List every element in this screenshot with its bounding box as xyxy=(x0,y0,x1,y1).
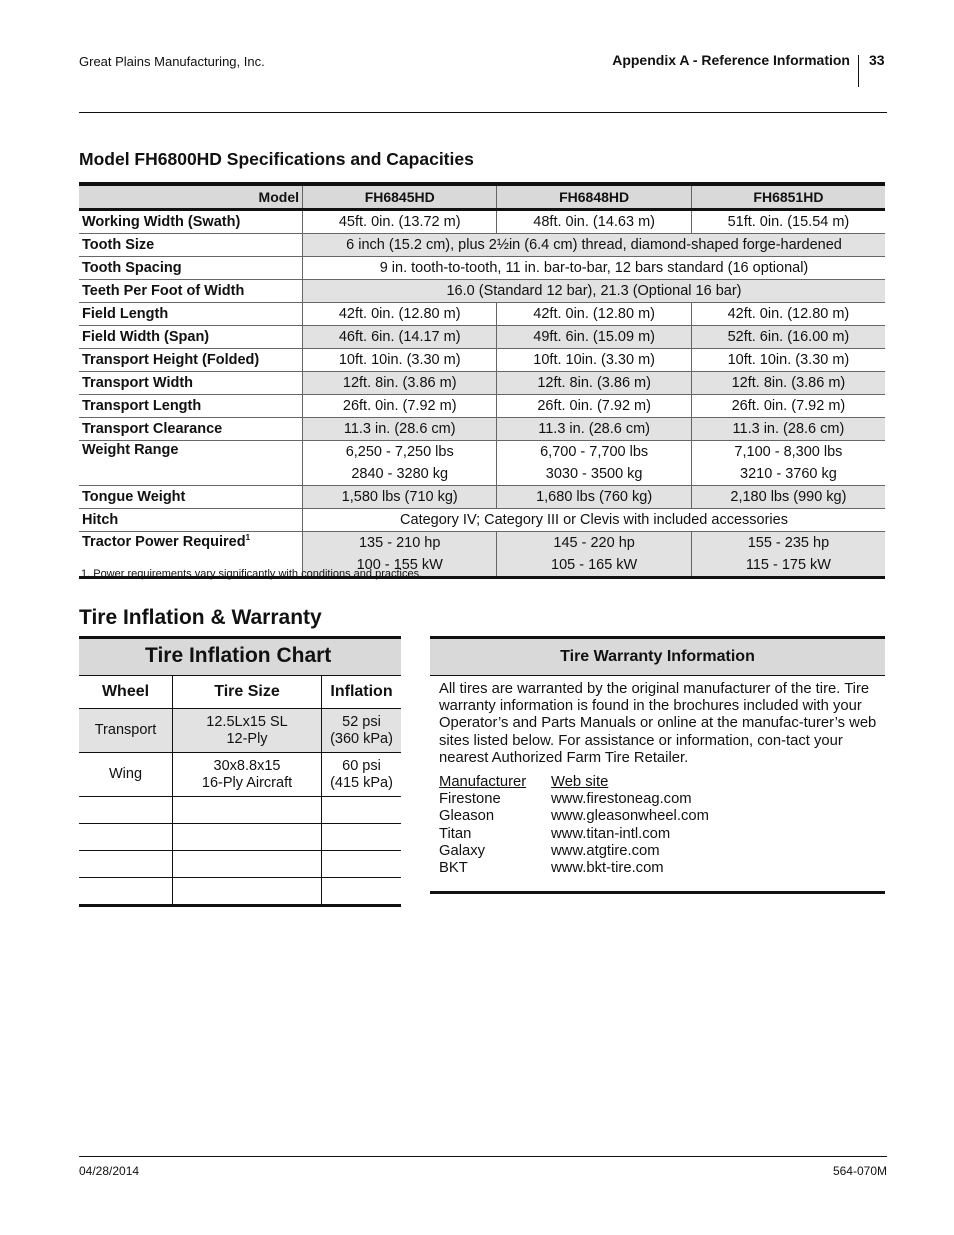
weight-lbs: 6,700 - 7,700 lbs xyxy=(540,444,649,460)
row-label: Tooth Spacing xyxy=(79,257,303,280)
footer-date: 04/28/2014 xyxy=(79,1164,140,1178)
cell: 10ft. 10in. (3.30 m) xyxy=(303,349,497,372)
manufacturer-site[interactable]: www.bkt-tire.com xyxy=(551,860,664,877)
table-row xyxy=(79,753,401,797)
tractor-power-label: Tractor Power Required xyxy=(82,533,246,550)
table-row xyxy=(79,280,885,303)
manufacturer-site[interactable]: www.titan-intl.com xyxy=(551,825,671,842)
cell: 51ft. 0in. (15.54 m) xyxy=(691,210,885,234)
cell: 12ft. 8in. (3.86 m) xyxy=(303,372,497,395)
cell: 49ft. 6in. (15.09 m) xyxy=(497,326,691,349)
manufacturer-name: BKT xyxy=(439,860,468,877)
section-title: Tire Inflation & Warranty xyxy=(79,606,322,629)
power-kw: 100 - 155 kW xyxy=(356,557,443,573)
cell: 1,680 lbs (760 kg) xyxy=(497,486,691,509)
manufacturer-list xyxy=(439,774,885,877)
list-item xyxy=(439,843,885,860)
inflation-psi: 52 psi xyxy=(342,713,381,730)
empty-cell xyxy=(322,878,402,905)
model-fh6845hd: FH6845HD xyxy=(303,184,497,210)
table-row xyxy=(79,709,401,753)
table-row xyxy=(79,878,401,905)
cell: 11.3 in. (28.6 cm) xyxy=(691,418,885,441)
cell: 1,580 lbs (710 kg) xyxy=(303,486,497,509)
row-label: Transport Height (Folded) xyxy=(79,349,303,372)
empty-cell xyxy=(173,878,322,905)
row-label: Weight Range xyxy=(79,441,303,486)
model-header: Model xyxy=(79,184,303,210)
row-label: Tongue Weight xyxy=(79,486,303,509)
inflation-cell xyxy=(322,709,402,753)
cell: 42ft. 0in. (12.80 m) xyxy=(303,303,497,326)
table-row xyxy=(79,326,885,349)
wheel-cell: Wing xyxy=(79,753,173,797)
header-divider xyxy=(858,55,859,87)
power-hp: 155 - 235 hp xyxy=(747,535,830,551)
row-label: Tooth Size xyxy=(79,234,303,257)
weight-lbs: 7,100 - 8,300 lbs xyxy=(734,444,843,460)
cell xyxy=(691,441,885,486)
row-label: Field Width (Span) xyxy=(79,326,303,349)
cell: 10ft. 10in. (3.30 m) xyxy=(497,349,691,372)
footer-doc-number: 564-070M xyxy=(832,1164,887,1178)
inflation-kpa: (360 kPa) xyxy=(330,730,393,747)
footer-rule xyxy=(79,1156,887,1157)
cell: 26ft. 0in. (7.92 m) xyxy=(691,395,885,418)
empty-cell xyxy=(79,878,173,905)
cell: 2,180 lbs (990 kg) xyxy=(691,486,885,509)
row-label: Field Length xyxy=(79,303,303,326)
header-company: Great Plains Manufacturing, Inc. xyxy=(79,54,265,69)
weight-lbs: 6,250 - 7,250 lbs xyxy=(345,444,454,460)
table-row xyxy=(79,257,885,280)
table-row xyxy=(79,824,401,851)
tire-size-cell xyxy=(173,753,322,797)
empty-cell xyxy=(79,851,173,878)
manufacturer-site[interactable]: www.atgtire.com xyxy=(551,842,660,859)
manufacturer-header: Manufacturer xyxy=(439,774,527,791)
empty-cell xyxy=(322,797,402,824)
table-row xyxy=(79,234,885,257)
cell: 12ft. 8in. (3.86 m) xyxy=(497,372,691,395)
empty-cell xyxy=(322,824,402,851)
cell: 10ft. 10in. (3.30 m) xyxy=(691,349,885,372)
inflation-psi: 60 psi xyxy=(342,757,381,774)
cell: Category IV; Category III or Clevis with included accessories xyxy=(303,509,886,532)
tire-size-line1: 30x8.8x15 xyxy=(213,757,281,774)
tire-size-line2: 12-Ply xyxy=(226,730,268,747)
manufacturer-name: Titan xyxy=(439,825,472,842)
tire-inflation-table xyxy=(79,676,401,904)
header-section: Appendix A - Reference Information xyxy=(612,52,850,68)
tire-size-line2: 16-Ply Aircraft xyxy=(201,774,293,791)
table-row xyxy=(79,797,401,824)
empty-cell xyxy=(79,797,173,824)
list-item xyxy=(439,791,885,808)
tire-warranty-title: Tire Warranty Information xyxy=(430,639,885,676)
manufacturer-name: Firestone xyxy=(439,791,501,808)
tire-warranty-paragraph: All tires are warranted by the original manufacturer of the tire. Tire warranty information is found in the brochures included with your Operator’s and Parts Manuals or online at the manufac-turer’s web sites listed below. For assistance or information, con-tact your nearest Authorized Farm Tire Retailer. xyxy=(439,681,877,766)
row-label: Hitch xyxy=(79,509,303,532)
col-wheel: Wheel xyxy=(79,676,173,709)
row-label: Transport Width xyxy=(79,372,303,395)
table-row xyxy=(79,210,885,234)
list-header xyxy=(439,774,885,791)
cell: 42ft. 0in. (12.80 m) xyxy=(497,303,691,326)
cell: 6 inch (15.2 cm), plus 2½in (6.4 cm) thread, diamond-shaped forge-hardened xyxy=(303,234,886,257)
manufacturer-site[interactable]: www.gleasonwheel.com xyxy=(551,808,709,825)
cell: 16.0 (Standard 12 bar), 21.3 (Optional 16 bar) xyxy=(303,280,886,303)
header-rule xyxy=(79,112,887,113)
list-item xyxy=(439,860,885,877)
footnote-marker: 1 xyxy=(245,533,251,542)
table-row xyxy=(79,395,885,418)
cell: 26ft. 0in. (7.92 m) xyxy=(497,395,691,418)
list-item xyxy=(439,826,885,843)
wheel-cell: Transport xyxy=(79,709,173,753)
table-row xyxy=(79,418,885,441)
empty-cell xyxy=(173,851,322,878)
table-row xyxy=(79,851,401,878)
cell: 42ft. 0in. (12.80 m) xyxy=(691,303,885,326)
website-header: Web site xyxy=(551,774,609,791)
empty-cell xyxy=(322,851,402,878)
row-label: Transport Clearance xyxy=(79,418,303,441)
cell xyxy=(691,532,885,578)
empty-cell xyxy=(173,797,322,824)
list-item xyxy=(439,808,885,825)
tire-inflation-chart xyxy=(79,636,401,907)
cell: 48ft. 0in. (14.63 m) xyxy=(497,210,691,234)
cell: 12ft. 8in. (3.86 m) xyxy=(691,372,885,395)
manufacturer-name: Gleason xyxy=(439,808,495,825)
tire-size-cell xyxy=(173,709,322,753)
tire-inflation-title: Tire Inflation Chart xyxy=(79,639,401,676)
model-fh6851hd: FH6851HD xyxy=(691,184,885,210)
weight-kg: 3210 - 3760 kg xyxy=(740,466,837,482)
cell: 26ft. 0in. (7.92 m) xyxy=(303,395,497,418)
cell: 11.3 in. (28.6 cm) xyxy=(497,418,691,441)
cell: 46ft. 6in. (14.17 m) xyxy=(303,326,497,349)
tire-warranty-box xyxy=(430,636,885,894)
inflation-kpa: (415 kPa) xyxy=(330,774,393,791)
table-row xyxy=(79,441,885,486)
manufacturer-site[interactable]: www.firestoneag.com xyxy=(551,791,692,808)
cell: 11.3 in. (28.6 cm) xyxy=(303,418,497,441)
power-kw: 115 - 175 kW xyxy=(745,557,831,573)
power-kw: 105 - 165 kW xyxy=(551,557,638,573)
power-hp: 135 - 210 hp xyxy=(358,535,441,551)
spec-table-title: Model FH6800HD Specifications and Capacities xyxy=(79,149,474,169)
cell xyxy=(497,441,691,486)
row-label: Teeth Per Foot of Width xyxy=(79,280,303,303)
table-row xyxy=(79,372,885,395)
empty-cell xyxy=(173,824,322,851)
model-fh6848hd: FH6848HD xyxy=(497,184,691,210)
cell: 9 in. tooth-to-tooth, 11 in. bar-to-bar, 12 bars standard (16 optional) xyxy=(303,257,886,280)
page-number: 33 xyxy=(869,52,885,68)
table-row xyxy=(79,349,885,372)
row-label: Working Width (Swath) xyxy=(79,210,303,234)
col-inflation: Inflation xyxy=(322,676,402,709)
weight-kg: 3030 - 3500 kg xyxy=(545,466,643,482)
col-tire-size: Tire Size xyxy=(173,676,322,709)
inflation-cell xyxy=(322,753,402,797)
tire-size-line1: 12.5Lx15 SL xyxy=(206,713,288,730)
cell xyxy=(497,532,691,578)
power-hp: 145 - 220 hp xyxy=(553,535,635,551)
weight-kg: 2840 - 3280 kg xyxy=(351,466,449,482)
spec-table xyxy=(79,182,885,579)
cell xyxy=(303,441,497,486)
row-label: Transport Length xyxy=(79,395,303,418)
empty-cell xyxy=(79,824,173,851)
table-row xyxy=(79,509,885,532)
table-row xyxy=(79,486,885,509)
table-row xyxy=(79,303,885,326)
cell: 52ft. 6in. (16.00 m) xyxy=(691,326,885,349)
manufacturer-name: Galaxy xyxy=(439,842,486,859)
footnote: 1. Power requirements vary significantly with conditions and practices. xyxy=(81,568,423,580)
cell: 45ft. 0in. (13.72 m) xyxy=(303,210,497,234)
